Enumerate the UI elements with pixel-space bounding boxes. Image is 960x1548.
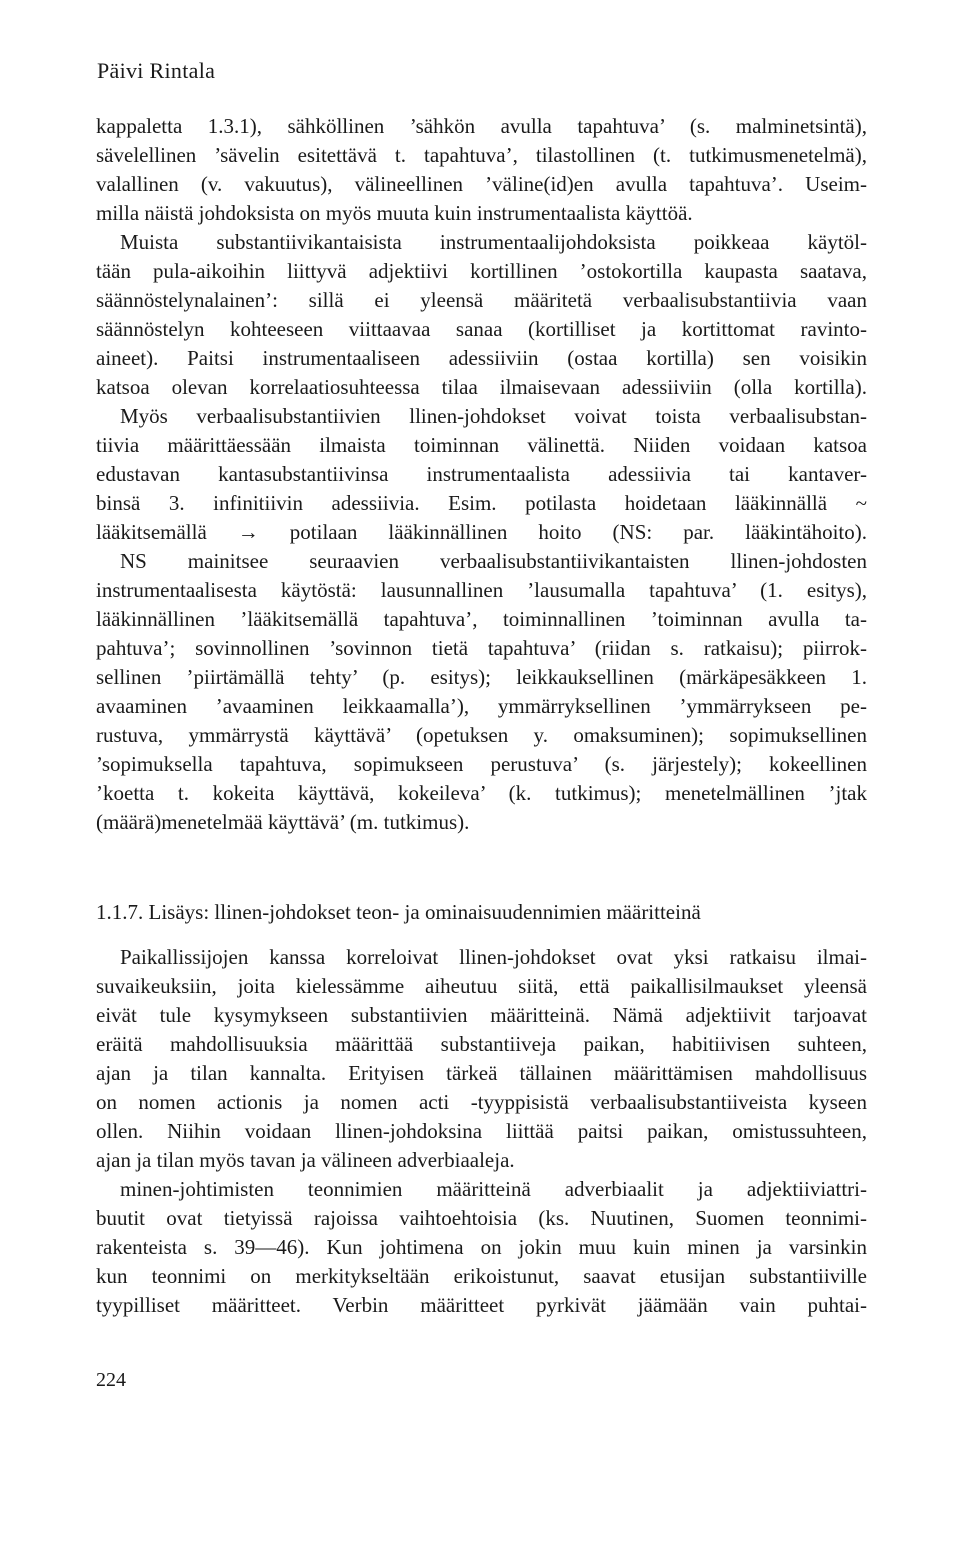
- text-line: rakenteista s. 39—46). Kun johtimena on jokin muu kuin minen ja varsinkin: [96, 1235, 867, 1259]
- text-line: Muista substantiivikantaisista instrumentaalijohdoksista poikkeaa käytöl-: [120, 230, 867, 254]
- text-line: eräitä mahdollisuuksia määrittää substantiiveja paikan, habitiivisen suhteen,: [96, 1032, 867, 1056]
- text-line: lääkitsemällä → potilaan lääkinnällinen hoito (NS: par. lääkintähoito).: [96, 520, 867, 544]
- text-line: rustuva, ymmärrystä käyttävä’ (opetuksen y. omaksuminen); sopimuksellinen: [96, 723, 867, 747]
- text-line: eivät tule kysymykseen substantiivien määritteinä. Nämä adjektiivit tarjoavat: [96, 1003, 867, 1027]
- text-line: lääkinnällinen ’lääkitsemällä tapahtuva’, toiminnallinen ’toiminnan avulla ta-: [96, 607, 867, 631]
- text-line: kun teonnimi on merkitykseltään erikoistunut, saavat etusijan substantiiville: [96, 1264, 867, 1288]
- page-number: 224: [96, 1369, 126, 1391]
- text-line: instrumentaalisesta käytöstä: lausunnallinen ’lausumalla tapahtuva’ (1. esitys),: [96, 578, 867, 602]
- text-line: valallinen (v. vakuutus), välineellinen ’väline(id)en avulla tapahtuva’. Useim-: [96, 172, 867, 196]
- text-line: edustavan kantasubstantiivinsa instrumentaalista adessiivia tai kantaver-: [96, 462, 867, 486]
- text-line: sellinen ’piirtämällä tehty’ (p. esitys); leikkauksellinen (märkäpesäkkeen 1.: [96, 665, 867, 689]
- text-line: kappaletta 1.3.1), sähköllinen ’sähkön avulla tapahtuva’ (s. malminetsintä),: [96, 114, 867, 138]
- text-line: tiivia määrittäessään ilmaista toiminnan välinettä. Niiden voidaan katsoa: [96, 433, 867, 457]
- text-line: Paikallissijojen kanssa korreloivat llinen-johdokset ovat yksi ratkaisu ilmai-: [120, 945, 867, 969]
- text-line: NS mainitsee seuraavien verbaalisubstantiivikantaisten llinen-johdosten: [120, 549, 867, 573]
- running-head: Päivi Rintala: [97, 58, 216, 83]
- text-line: tyypilliset määritteet. Verbin määritteet pyrkivät jäämään vain puhtai-: [96, 1293, 867, 1317]
- text-line: suvaikeuksiin, joita kielessämme aiheutuu siitä, että paikallisilmaukset yleensä: [96, 974, 867, 998]
- text-line: ’koetta t. kokeita käyttävä, kokeileva’ (k. tutkimus); menetelmällinen ’jtak: [96, 781, 867, 805]
- text-line: sävelellinen ’sävelin esitettävä t. tapahtuva’, tilastollinen (t. tutkimusmenetelmä),: [96, 143, 867, 167]
- text-line: ajan ja tilan kannalta. Erityisen tärkeä tällainen määrittämisen mahdollisuus: [96, 1061, 867, 1085]
- text-line: minen-johtimisten teonnimien määritteinä adverbiaalit ja adjektiiviattri-: [120, 1177, 867, 1201]
- section-heading: 1.1.7. Lisäys: llinen-johdokset teon- ja ominaisuudennimien määritteinä: [96, 900, 701, 924]
- text-line: säännöstelyn kohteeseen viittaavaa sanaa (kortilliset ja kortittomat ravinto-: [96, 317, 867, 341]
- text-line: tään pula-aikoihin liittyvä adjektiivi kortillinen ’ostokortilla kaupasta saatava,: [96, 259, 867, 283]
- text-line: on nomen actionis ja nomen acti -tyyppisistä verbaalisubstantiiveista kyseen: [96, 1090, 867, 1114]
- text-line: katsoa olevan korrelaatiosuhteessa tilaa ilmaisevaan adessiiviin (olla kortilla).: [96, 375, 867, 399]
- text-line: Myös verbaalisubstantiivien llinen-johdokset voivat toista verbaalisubstan-: [120, 404, 867, 428]
- body-paragraphs-1: [96, 112, 867, 837]
- text-line: aineet). Paitsi instrumentaaliseen adessiiviin (ostaa kortilla) sen voisikin: [96, 346, 867, 370]
- text-line: avaaminen ’avaaminen leikkaamalla’), ymmärryksellinen ’ymmärrykseen pe-: [96, 694, 867, 718]
- text-line: (määrä)menetelmää käyttävä’ (m. tutkimus).: [96, 810, 470, 834]
- text-line: ajan ja tilan myös tavan ja välineen adverbiaaleja.: [96, 1148, 515, 1172]
- body-paragraphs-2: [96, 943, 867, 1320]
- text-line: binsä 3. infinitiivin adessiivia. Esim. potilasta hoidetaan lääkinnällä ~: [96, 491, 867, 515]
- text-line: buutit ovat tietyissä rajoissa vaihtoehtoisia (ks. Nuutinen, Suomen teonnimi-: [96, 1206, 867, 1230]
- text-line: ollen. Niihin voidaan llinen-johdoksina liittää paitsi paikan, omistussuhteen,: [96, 1119, 867, 1143]
- text-line: säännöstelynalainen’: sillä ei yleensä määritetä verbaalisubstantiivia vaan: [96, 288, 867, 312]
- text-line: pahtuva’; sovinnollinen ’sovinnon tietä tapahtuva’ (riidan s. ratkaisu); piirrok-: [96, 636, 867, 660]
- text-line: milla näistä johdoksista on myös muuta kuin instrumentaalista käyttöä.: [96, 201, 693, 225]
- text-line: ’sopimuksella tapahtuva, sopimukseen perustuva’ (s. järjestely); kokeellinen: [96, 752, 867, 776]
